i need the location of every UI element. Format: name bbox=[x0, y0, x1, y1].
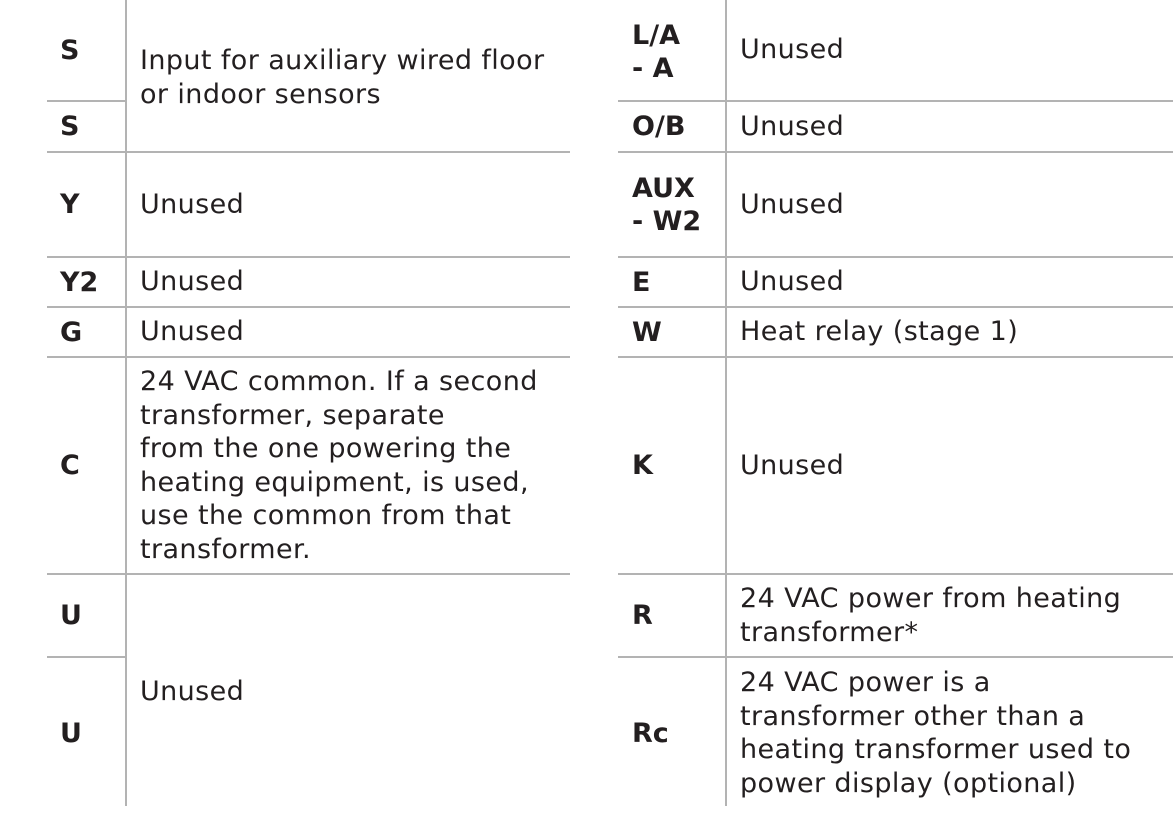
terminal-description: Heat relay (stage 1) bbox=[740, 316, 1019, 348]
terminal-description: 24 VAC power is a transformer other than a heating transformer used to power display (optional) bbox=[740, 667, 1132, 799]
right-row-divider bbox=[618, 256, 1173, 258]
terminal-label: R bbox=[632, 600, 653, 631]
terminal-label: U bbox=[60, 717, 82, 749]
terminal-description: 24 VAC common. If a second transformer, separate from the one powering the heating equipment, is used, use the common from that transformer. bbox=[140, 366, 538, 565]
left-row-divider bbox=[47, 151, 570, 153]
terminal-description: Unused bbox=[140, 675, 245, 707]
left-row-divider bbox=[47, 100, 125, 102]
terminal-label: S bbox=[60, 111, 80, 142]
terminal-description: Unused bbox=[740, 34, 845, 66]
terminal-description: Unused bbox=[740, 110, 845, 142]
right-row-divider bbox=[618, 100, 1173, 102]
terminal-description: Unused bbox=[740, 188, 845, 220]
terminal-label: U bbox=[60, 600, 82, 631]
terminal-label: W bbox=[632, 316, 662, 348]
left-column-divider bbox=[125, 0, 127, 806]
right-row-divider bbox=[618, 356, 1173, 358]
terminal-description: Unused bbox=[740, 449, 845, 481]
terminal-label: L/A - A bbox=[632, 20, 680, 84]
terminal-label: Y2 bbox=[60, 266, 99, 298]
terminal-description: Unused bbox=[140, 188, 245, 220]
right-column-divider bbox=[725, 0, 727, 806]
terminal-label: AUX - W2 bbox=[632, 172, 702, 237]
terminal-label: S bbox=[60, 34, 80, 66]
terminal-description: Unused bbox=[140, 316, 245, 348]
terminal-label: Rc bbox=[632, 717, 669, 749]
terminal-label: E bbox=[632, 266, 651, 298]
right-row-divider bbox=[618, 151, 1173, 153]
terminal-label: O/B bbox=[632, 111, 686, 142]
left-row-divider bbox=[47, 306, 570, 308]
left-row-divider bbox=[47, 256, 570, 258]
terminal-description: 24 VAC power from heating transformer* bbox=[740, 583, 1122, 648]
left-row-divider bbox=[47, 573, 570, 575]
terminal-description: Unused bbox=[740, 266, 845, 298]
left-row-divider bbox=[47, 656, 125, 658]
terminal-description: Unused bbox=[140, 266, 245, 298]
terminal-label: G bbox=[60, 316, 83, 348]
terminal-description: Input for auxiliary wired floor or indoor sensors bbox=[140, 45, 545, 110]
terminal-label: C bbox=[60, 450, 80, 481]
terminal-label: K bbox=[632, 450, 653, 481]
terminal-label: Y bbox=[60, 189, 80, 220]
